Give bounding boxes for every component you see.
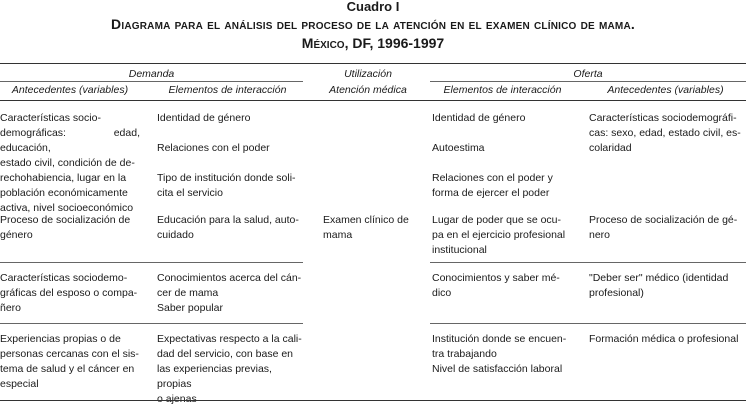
row1-of-antecedentes: Características sociodemográfi- cas: sexo, edad, estado civil, es- colaridad [589, 112, 741, 154]
demanda-underline [0, 81, 303, 82]
row1-dem-antecedentes: Características socio- demográficas: edad, educación, estado civil, condición de de- rechohabiencia, lugar en la población económicamente activa, nivel socioeconómico [0, 112, 140, 214]
row2-of-antecedentes: Proceso de socialización de gé- nero [589, 214, 738, 241]
header-demanda: Demanda [128, 68, 175, 80]
header-of-elementos: Elementos de interacción [443, 84, 562, 96]
top-rule [0, 63, 746, 64]
header-oferta: Oferta [573, 68, 603, 80]
header-dem-elementos: Elementos de interacción [168, 84, 287, 96]
header-atencion-medica: Atención médica [329, 84, 407, 96]
oferta-underline [430, 81, 746, 82]
row4-dem-antecedentes: Experiencias propias o de personas cercanas con el sis- tema de salud y el cáncer en especial [0, 333, 139, 390]
row2-of-elementos: Lugar de poder que se ocu- pa en el ejercicio profesional institucional [432, 214, 566, 256]
row3-dem-antecedentes: Características sociodemo- gráficas del esposo o compa- ñero [0, 272, 138, 314]
row-separator-oferta [430, 262, 746, 263]
row4-of-antecedentes: Formación médica o profesional [589, 333, 739, 345]
header-bottom-rule [0, 100, 746, 101]
row3-dem-elementos: Conocimientos acerca del cán- cer de mama Saber popular [157, 272, 302, 314]
header-dem-antecedentes: Antecedentes (variables) [11, 84, 129, 96]
table-subtitle: México, DF, 1996-1997 [301, 35, 445, 51]
table-title: Diagrama para el análisis del proceso de la atención en el examen clínico de mama. [111, 16, 635, 32]
row-separator-demanda [0, 262, 303, 263]
header-of-antecedentes: Antecedentes (variables) [607, 84, 724, 96]
row3-of-elementos: Conocimientos y saber mé- dico [432, 272, 560, 299]
row-separator-oferta-2 [430, 323, 746, 324]
bottom-rule [0, 400, 746, 401]
row1-of-elementos: Identidad de género Autoestima Relaciones con el poder y forma de ejercer el poder [432, 112, 553, 199]
table-label: Cuadro I [346, 0, 400, 14]
row3-of-antecedentes: "Deber ser" médico (identidad profesional) [589, 272, 729, 299]
row4-dem-elementos: Expectativas respecto a la cali- dad del servicio, con base en las experiencias previas, propias o ajenas [157, 333, 302, 405]
row1-dem-elementos: Identidad de género Relaciones con el poder Tipo de institución donde soli- cita el servicio [157, 112, 296, 199]
row-separator-demanda-2 [0, 323, 303, 324]
row2-dem-elementos: Educación para la salud, auto- cuidado [157, 214, 299, 241]
header-utilizacion: Utilización [344, 68, 392, 80]
row2-dem-antecedentes: Proceso de socialización de género [0, 214, 131, 241]
row4-of-elementos: Institución donde se encuen- tra trabajando Nivel de satisfacción laboral [432, 333, 567, 375]
row2-utilizacion: Examen clínico de mama [323, 214, 409, 241]
